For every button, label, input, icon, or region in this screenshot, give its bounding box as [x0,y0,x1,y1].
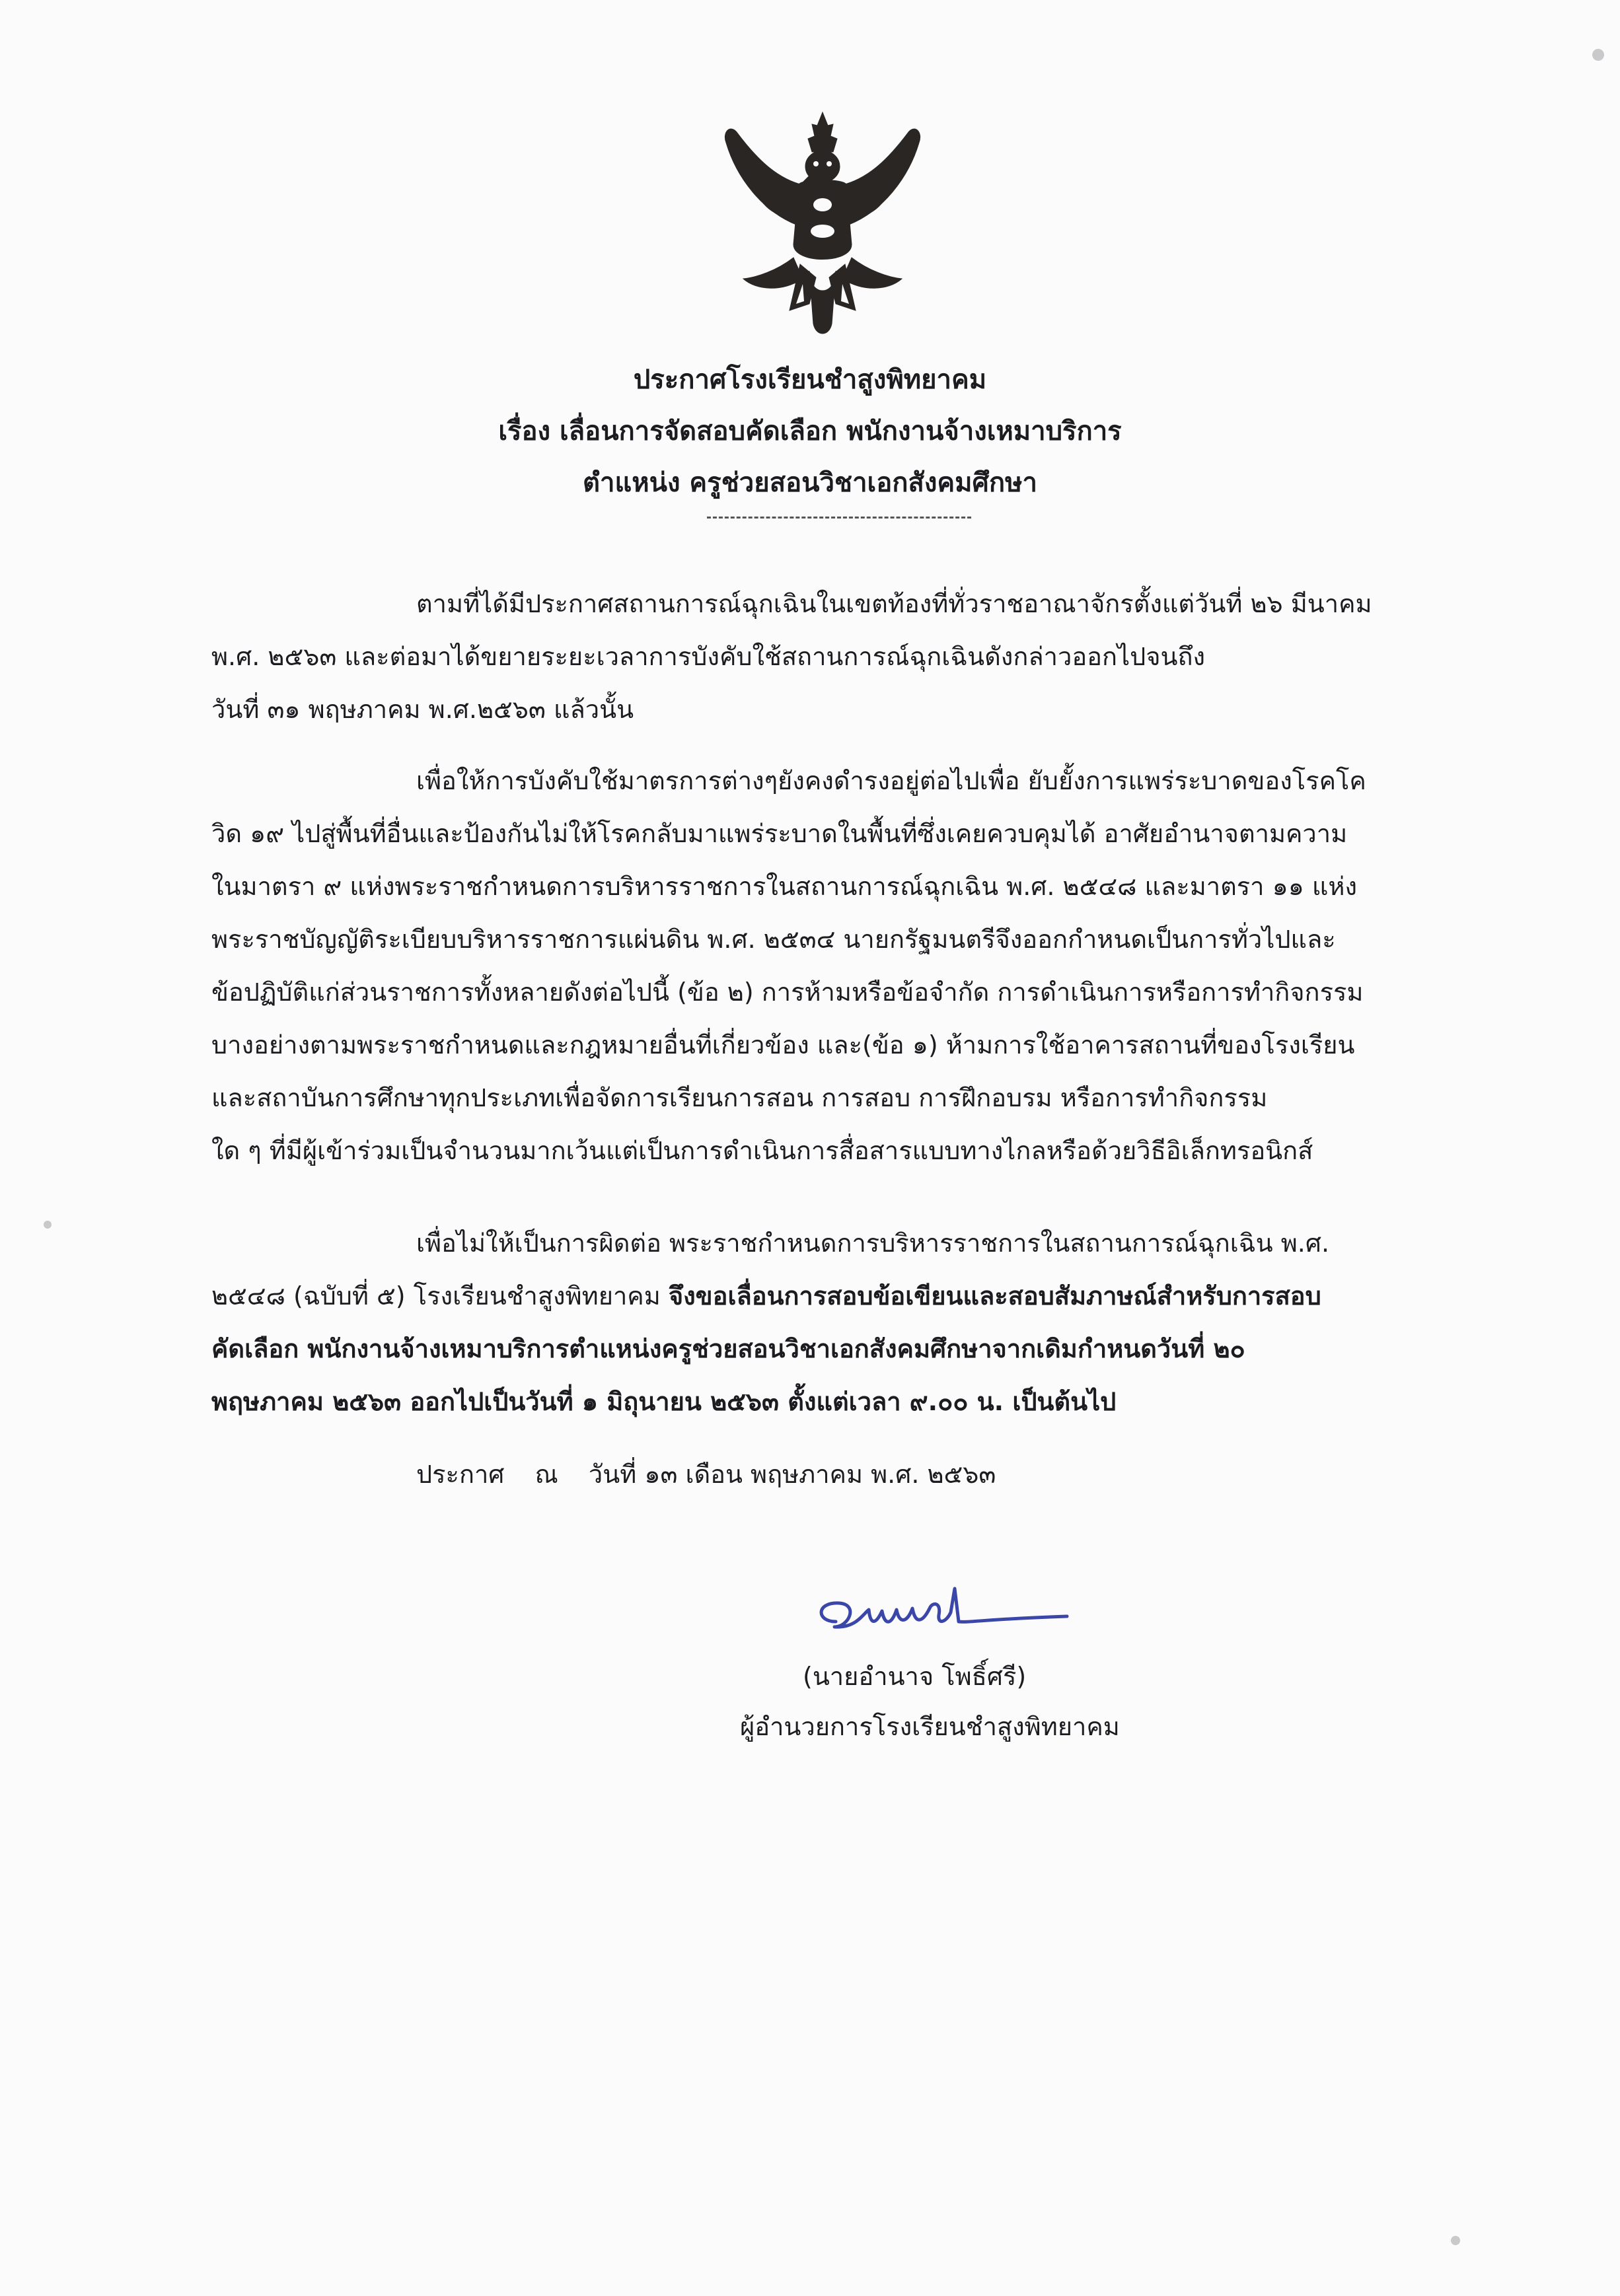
paragraph-line: ตามที่ได้มีประกาศสถานการณ์ฉุกเฉินในเขตท้องที่ทั่วราชอาณาจักรตั้งแต่วันที่ ๒๖ มีนาคม [416,589,1372,618]
scan-speck [1451,2236,1460,2245]
paragraph-line: ใด ๆ ที่มีผู้เข้าร่วมเป็นจำนวนมากเว้นแต่เป็นการดำเนินการสื่อสารแบบทางไกลหรือด้วยวิธีอิเล็กทรอนิกส์ [211,1136,1313,1165]
paragraph-emphasis: คัดเลือก พนักงานจ้างเหมาบริการตำแหน่งครูช่วยสอนวิชาเอกสังคมศึกษาจากเดิมกำหนดวันที่ ๒๐ [211,1334,1245,1363]
paragraph-postponement [211,1217,1460,1428]
paragraph-measures [211,754,1460,1177]
announce-label: ประกาศ [416,1460,505,1489]
paragraph-line [211,1270,1460,1322]
paragraph-line: พ.ศ. ๒๕๖๓ และต่อมาได้ขยายระยะเวลาการบังคับใช้สถานการณ์ฉุกเฉินดังกล่าวออกไปจนถึง [211,642,1206,671]
announcement-date-line [416,1448,1018,1501]
signatory-name: (นายอำนาจ โพธิ์ศรี) [803,1662,1027,1691]
paragraph-background [211,577,1460,736]
announcement-subject: เรื่อง เลื่อนการจัดสอบคัดเลือก พนักงานจ้างเหมาบริการ [498,416,1122,447]
paragraph-line: เพื่อให้การบังคับใช้มาตรการต่างๆยังคงดำรงอยู่ต่อไปเพื่อ ยับยั้งการแพร่ระบาดของโรคโค [416,766,1366,795]
paragraph-emphasis: พฤษภาคม ๒๕๖๓ ออกไปเป็นวันที่ ๑ มิถุนายน ๒๕๖๓ ตั้งแต่เวลา ๙.๐๐ น. เป็นต้นไป [211,1387,1117,1416]
paragraph-line: ในมาตรา ๙ แห่งพระราชกำหนดการบริหารราชการในสถานการณ์ฉุกเฉิน พ.ศ. ๒๕๔๘ และมาตรา ๑๑ แห่ง [211,872,1358,901]
announce-at: ณ [534,1460,558,1489]
paragraph-line: วิด ๑๙ ไปสู่พื้นที่อื่นและป้องกันไม่ให้โรคกลับมาแพร่ระบาดในพื้นที่ซึ่งเคยควบคุมได้ อาศัยอำนาจตามความ [211,819,1348,848]
handwritten-signature [809,1575,1074,1651]
garuda-emblem-icon [717,106,928,350]
signatory-position: ผู้อำนวยการโรงเรียนชำสูงพิทยาคม [740,1712,1120,1741]
paragraph-line: เพื่อไม่ให้เป็นการผิดต่อ พระราชกำหนดการบริหารราชการในสถานการณ์ฉุกเฉิน พ.ศ. [416,1229,1330,1258]
scan-speck [1592,49,1604,61]
announce-date: วันที่ ๑๓ เดือน พฤษภาคม พ.ศ. ๒๕๖๓ [588,1460,996,1489]
paragraph-line: ข้อปฏิบัติแก่ส่วนราชการทั้งหลายดังต่อไปนี้ (ข้อ ๒) การห้ามหรือข้อจำกัด การดำเนินการหรือการทำกิจกรรม [211,978,1364,1007]
announcement-title: ประกาศโรงเรียนชำสูงพิทยาคม [633,365,987,395]
title-divider [707,517,971,519]
paragraph-line: พระราชบัญญัติระเบียบบริหารราชการแผ่นดิน พ.ศ. ๒๕๓๔ นายกรัฐมนตรีจึงออกกำหนดเป็นการทั่วไปและ [211,925,1336,954]
paragraph-line: บางอย่างตามพระราชกำหนดและกฎหมายอื่นที่เกี่ยวข้อง และ(ข้อ ๑) ห้ามการใช้อาคารสถานที่ของโรงเรียน [211,1030,1355,1059]
paragraph-line: และสถาบันการศึกษาทุกประเภทเพื่อจัดการเรียนการสอน การสอบ การฝึกอบรม หรือการทำกิจกรรม [211,1083,1268,1112]
paragraph-emphasis: จึงขอเลื่อนการสอบข้อเขียนและสอบสัมภาษณ์สำหรับการสอบ [668,1281,1321,1310]
paragraph-line: วันที่ ๓๑ พฤษภาคม พ.ศ.๒๕๖๓ แล้วนั้น [211,695,634,724]
announcement-position: ตำแหน่ง ครูช่วยสอนวิชาเอกสังคมศึกษา [583,468,1037,498]
paragraph-text: ๒๕๔๘ (ฉบับที่ ๕) โรงเรียนชำสูงพิทยาคม [211,1281,669,1310]
scan-speck [44,1221,52,1229]
